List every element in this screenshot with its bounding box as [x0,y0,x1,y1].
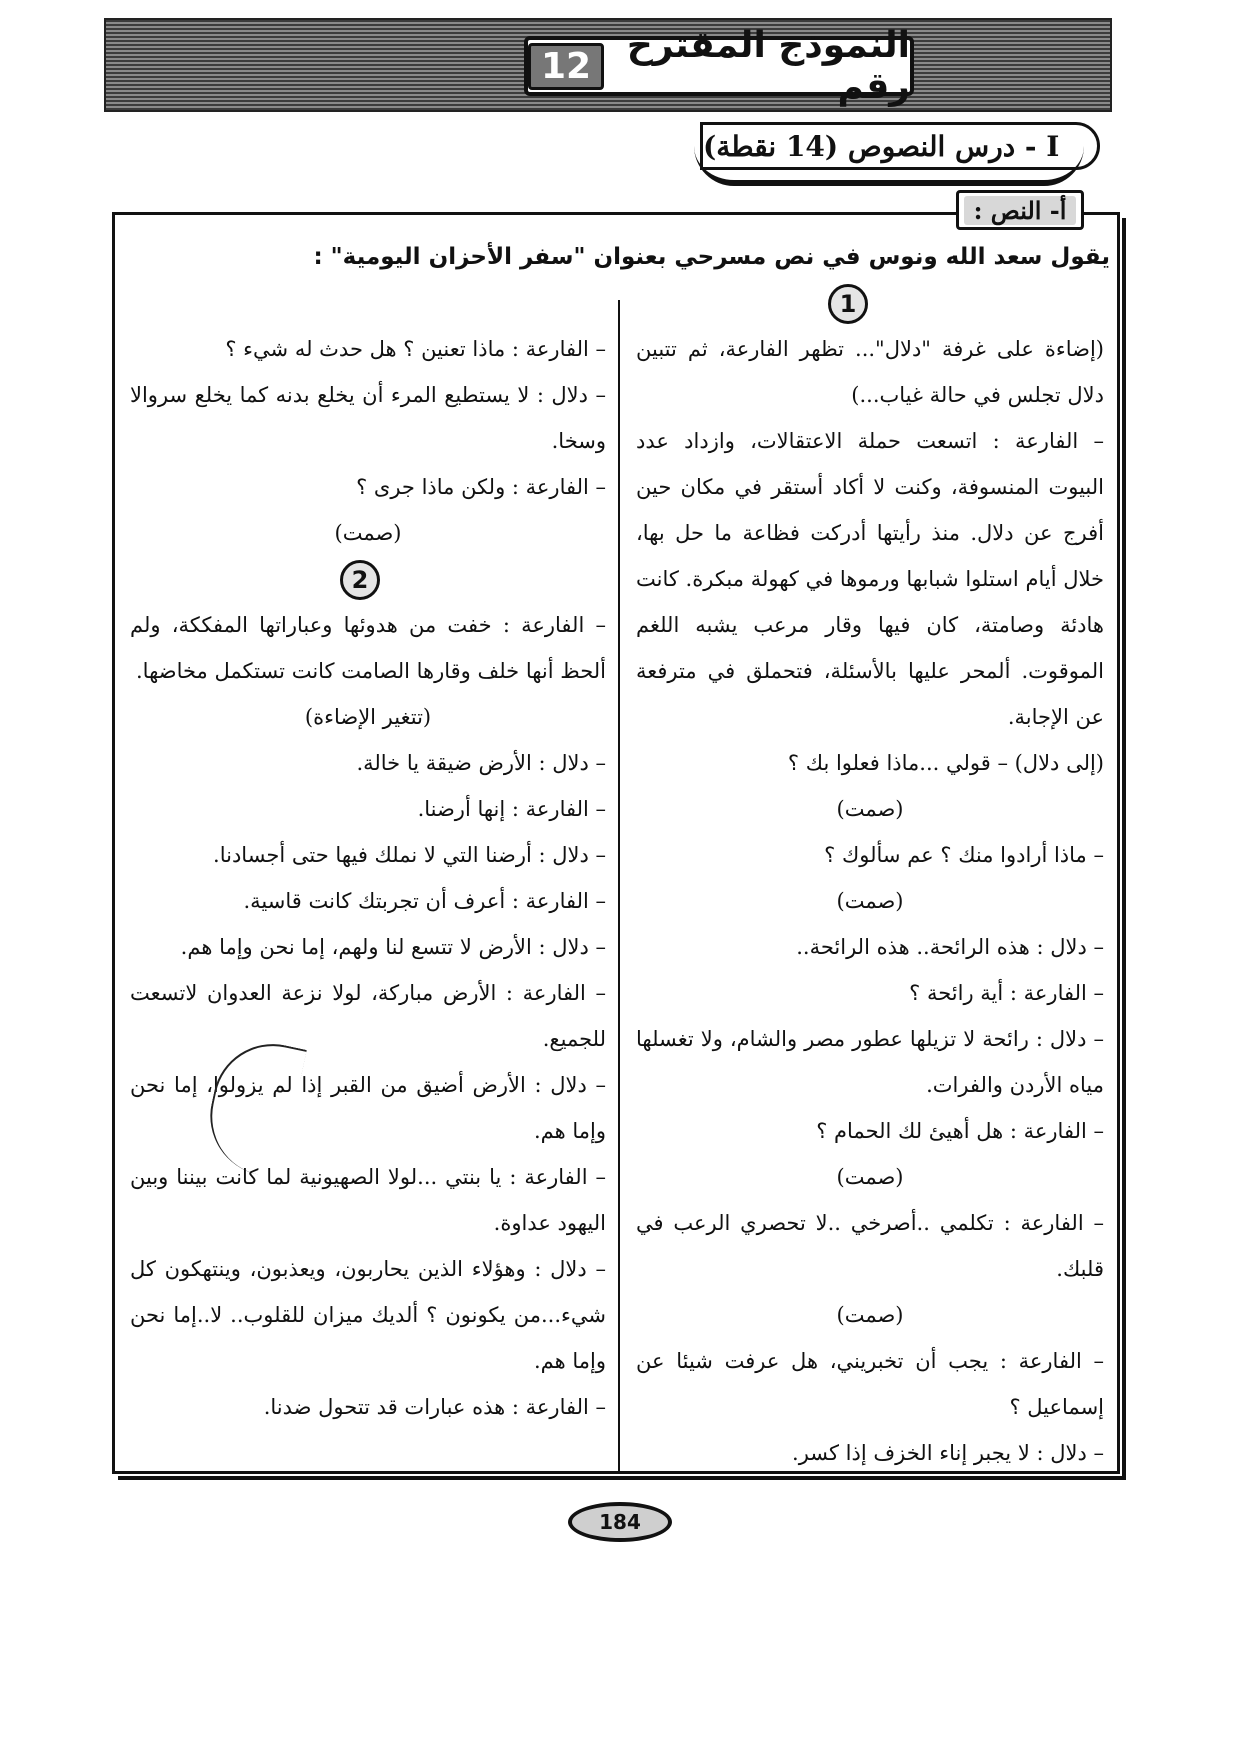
dialogue-line: – دلال : الأرض لا تتسع لنا ولهم، إما نحن وإما هم. [180,935,606,959]
subheading: أ- النص : [964,196,1077,225]
dialogue-line: – الفارعة : يا بنتي ...لولا الصهيونية لما كانت بيننا وبين اليهود عداوة. [130,1165,606,1235]
dialogue-line: – دلال : الأرض أضيق من القبر إذا لم يزولوا، إما نحن وإما هم. [130,1073,606,1143]
silence-note: (صمت) [836,1165,904,1189]
dialogue-line: (إلى دلال) – قولي ...ماذا فعلوا بك ؟ [787,751,1104,775]
section-heading-text: I - درس النصوص (14 نقطة) [703,129,1060,163]
dialogue-line: – الفارعة : أية رائحة ؟ [909,981,1104,1005]
dialogue-line: – الفارعة : هذه عبارات قد تتحول ضدنا. [263,1395,606,1419]
page-number: 184 [568,1502,672,1542]
dialogue-line: – دلال : لا يجبر إناء الخزف إذا كسر. [792,1441,1104,1465]
dialogue-line: – دلال : هذه الرائحة.. هذه الرائحة.. [796,935,1104,959]
dialogue-line: – الفارعة : يجب أن تخبريني، هل عرفت شيئا عن إسماعيل ؟ [636,1349,1104,1419]
dialogue-line: – الفارعة : اتسعت حملة الاعتقالات، وازداد عدد البيوت المنسوفة، وكنت لا أكاد أستقر في مكان حين أفرج عن دلال. منذ رأيتها أدركت فظاعة ما حل بها، خلال أيام استلوا شبابها ورموها في كهولة مبكرة. كانت هادئة وصامتة، كان فيها وقار مرعب يشبه اللغم الموقوت. ألمحر عليها بالأسئلة، فتحملق في مترفعة عن الإجابة. [636,429,1104,729]
dialogue-line: – الفارعة : هل أهيئ لك الحمام ؟ [816,1119,1104,1143]
marker-one: 1 [828,284,868,324]
silence-note: (صمت) [334,521,402,545]
section-heading [700,122,1100,170]
column-divider [618,300,620,1472]
dialogue-line: – الفارعة : تكلمي ..أصرخي ..لا تحصري الرعب في قلبك. [636,1211,1104,1281]
silence-note: (صمت) [836,797,904,821]
silence-note: (صمت) [836,1303,904,1327]
dialogue-line: – دلال : أرضنا التي لا نملك فيها حتى أجسادنا. [213,843,606,867]
marker-spacer [130,556,606,602]
stage-direction: (إضاءة على غرفة "دلال"... تظهر الفارعة، ثم تتبين دلال تجلس في حالة غياب...) [636,337,1104,407]
banner-title-box [524,25,914,107]
silence-note: (صمت) [836,889,904,913]
dialogue-line: – دلال : الأرض ضيقة يا خالة. [356,751,606,775]
dialogue-line: – دلال : رائحة لا تزيلها عطور مصر والشام، ولا تغسلها مياه الأردن والفرات. [636,1027,1104,1097]
dialogue-line: – دلال : وهؤلاء الذين يحاربون، ويعذبون، وينتهكون كل شيء...من يكونون ؟ ألديك ميزان للقلوب.. لا..إما نحن وإما هم. [130,1257,606,1373]
banner-number: 12 [528,43,604,90]
banner-title: النموذج المقترح رقم [626,25,910,107]
dialogue-line: – الفارعة : الأرض مباركة، لولا نزعة العدوان لاتسعت للجميع. [130,981,606,1051]
dialogue-line: – الفارعة : إنها أرضنا. [417,797,606,821]
right-column [636,326,1104,1476]
marker-two: 2 [340,560,380,600]
dialogue-line: – الفارعة : أعرف أن تجربتك كانت قاسية. [243,889,606,913]
dialogue-line: – دلال : لا يستطيع المرء أن يخلع بدنه كما يخلع سروالا وسخا. [130,383,606,453]
dialogue-line: – ماذا أرادوا منك ؟ عم سألوك ؟ [824,843,1104,867]
subheading-box [956,190,1084,230]
left-column [130,326,606,1430]
dialogue-line: – الفارعة : خفت من هدوئها وعباراتها المفككة، ولم ألحظ أنها خلف وقارها الصامت كانت تستكمل مخاضها. [130,613,606,683]
stage-direction: (تتغير الإضاءة) [304,705,432,729]
dialogue-line: – الفارعة : ماذا تعنين ؟ هل حدث له شيء ؟ [225,337,606,361]
title-banner [104,18,1112,112]
intro-line: يقول سعد الله ونوس في نص مسرحي بعنوان "سفر الأحزان اليومية" : [313,244,1110,270]
dialogue-line: – الفارعة : ولكن ماذا جرى ؟ [356,475,606,499]
